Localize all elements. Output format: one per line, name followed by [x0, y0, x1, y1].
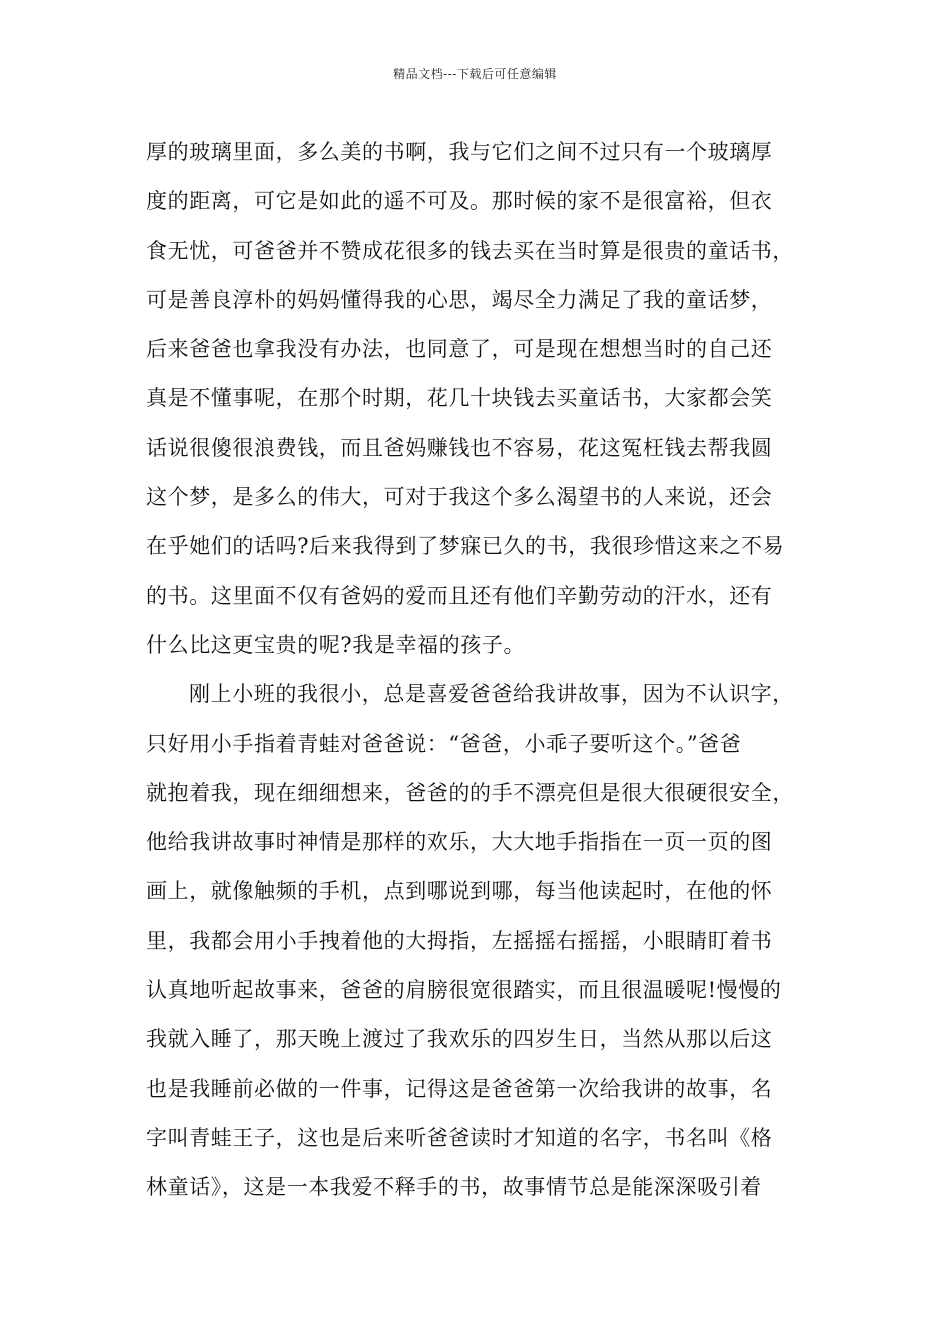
text-line: 在乎她们的话吗?后来我得到了梦寐已久的书，我很珍惜这来之不易	[146, 534, 785, 559]
page-header: 精品文档---下载后可任意编辑	[393, 67, 557, 81]
text-line: 我就入睡了，那天晚上渡过了我欢乐的四岁生日，当然从那以后这	[146, 1027, 773, 1052]
text-line: 什么比这更宝贵的呢?我是幸福的孩子。	[146, 632, 526, 657]
text-line: 也是我睡前必做的一件事，记得这是爸爸第一次给我讲的故事，名	[146, 1076, 773, 1101]
text-line: 的书。这里面不仅有爸妈的爱而且还有他们辛勤劳动的汗水，还有	[146, 583, 773, 608]
text-line: 里，我都会用小手拽着他的大拇指，左摇摇右摇摇，小眼睛盯着书	[146, 928, 773, 953]
body-text	[146, 128, 816, 1213]
text-line: 食无忧，可爸爸并不赞成花很多的钱去买在当时算是很贵的童话书，	[146, 238, 794, 263]
paragraph-first-line: 刚上小班的我很小，总是喜爱爸爸给我讲故事，因为不认识字，	[189, 682, 794, 707]
text-line: 可是善良淳朴的妈妈懂得我的心思，竭尽全力满足了我的童话梦，	[146, 287, 773, 312]
text-line: 话说很傻很浪费钱，而且爸妈赚钱也不容易，花这冤枉钱去帮我圆	[146, 435, 773, 460]
text-line: 他给我讲故事时神情是那样的欢乐，大大地手指指在一页一页的图	[146, 830, 773, 855]
text-line: 林童话》，这是一本我爱不释手的书，故事情节总是能深深吸引着	[146, 1175, 762, 1200]
text-line: 字叫青蛙王子，这也是后来听爸爸读时才知道的名字，书名叫《格	[146, 1125, 773, 1150]
text-line: 认真地听起故事来，爸爸的肩膀很宽很踏实，而且很温暖呢!慢慢的	[146, 978, 782, 1003]
text-line: 度的距离，可它是如此的遥不可及。那时候的家不是很富裕，但衣	[146, 189, 773, 214]
text-line: 只好用小手指着青蛙对爸爸说：“爸爸，小乖子要听这个。”爸爸	[146, 731, 742, 756]
text-line: 就抱着我，现在细细想来，爸爸的的手不漂亮但是很大很硬很安全，	[146, 780, 794, 805]
text-line: 画上，就像触频的手机，点到哪说到哪，每当他读起时，在他的怀	[146, 879, 773, 904]
text-line: 后来爸爸也拿我没有办法，也同意了，可是现在想想当时的自己还	[146, 337, 773, 362]
text-line: 这个梦，是多么的伟大，可对于我这个多么渴望书的人来说，还会	[146, 485, 773, 510]
text-line: 厚的玻璃里面，多么美的书啊，我与它们之间不过只有一个玻璃厚	[146, 140, 773, 164]
text-line: 真是不懂事呢，在那个时期，花几十块钱去买童话书，大家都会笑	[146, 386, 773, 411]
